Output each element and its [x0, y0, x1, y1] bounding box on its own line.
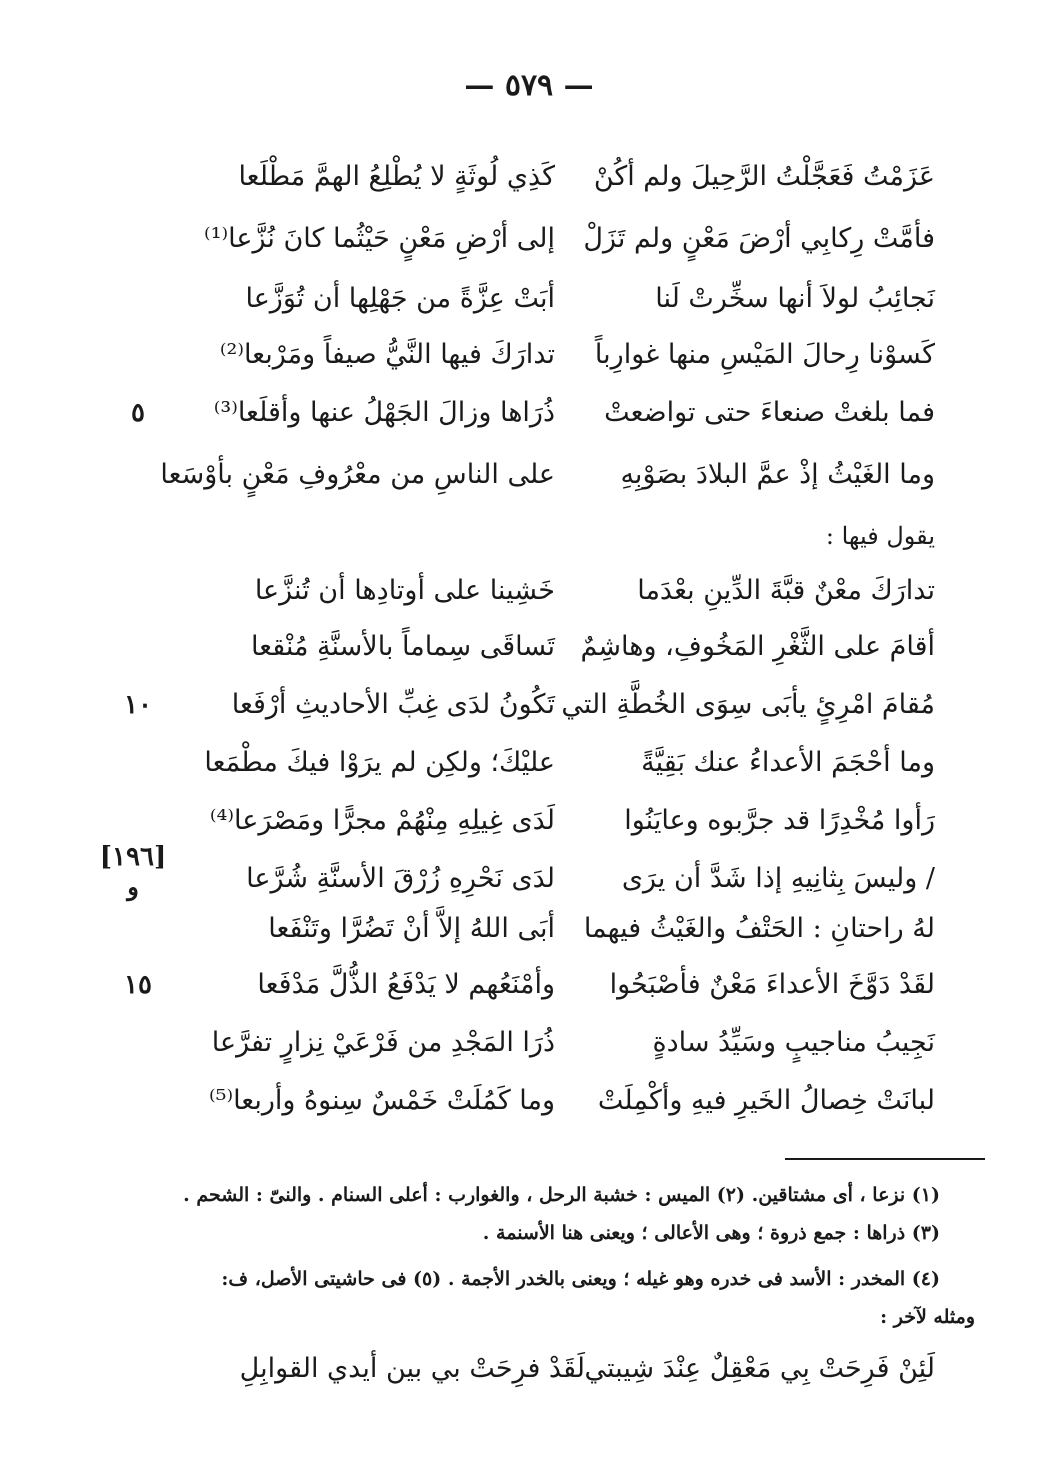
footnote-line: ومثله لآخر :: [880, 1306, 975, 1328]
verse-line: [0, 794, 1058, 848]
folio-number: [١٩٦]: [99, 842, 167, 872]
verse-second-hemistich: لَدَى غِيلِهِ مِنْهُمْ مجرًّا ومَصْرَعا⁽⁴⁾: [209, 805, 555, 836]
verse-line: [0, 678, 1058, 732]
verse-first-hemistich: رَأوا مُخْدِرًا قد جرَّبوه وعايَنُوا: [624, 805, 935, 836]
verse-second-hemistich: وما كَمُلَتْ خَمْسٌ سِنوهُ وأربعا⁽⁵⁾: [208, 1085, 555, 1116]
verse-first-hemistich: أقامَ على الثَّغْرِ المَخُوفِ، وهاشِمٌ: [580, 631, 935, 662]
verse-line: [0, 620, 1058, 674]
folio-marker: [88, 842, 178, 902]
verse-second-hemistich: عليْكَ؛ ولكِن لم يرَوْا فيكَ مطْمَعا: [204, 747, 555, 778]
verse-line: [0, 328, 1058, 382]
verse-second-hemistich: ذُرَا المَجْدِ من فَرْعَيْ نِزارٍ تفرَّعا: [211, 1027, 555, 1058]
footnote-line: (١) نزعا ، أى مشتاقين. (٢) الميس : خشبة الرحل ، والغوارب : أعلى السنام . والنىّ : الشحم .: [183, 1184, 940, 1206]
verse-line: [0, 1074, 1058, 1128]
verse-second-hemistich: أبَتْ عِزَّةً من جَهْلِها أن تُوَزَّعا: [245, 283, 555, 314]
verse-second-hemistich: على الناسِ من معْرُوفِ مَعْنٍ بأوْسَعا: [160, 459, 555, 490]
footnote-line: (٤) المخدر : الأسد فى خدره وهو غيله ؛ ويعنى بالخدر الأجمة . (٥) فى حاشيتى الأصل، ف:: [221, 1268, 940, 1290]
verse-second-hemistich: أبَى اللهُ إلاَّ أنْ تَضُرَّا وتَنْفَعا: [268, 913, 555, 944]
verse-second-hemistich: لَقَدْ فرِحَتْ بي بين أيدي القوابِلِ: [239, 1353, 585, 1384]
verse-first-hemistich: لَئِنْ فَرِحَتْ بِي مَعْقِلٌ عِنْدَ شِيبتي: [584, 1353, 935, 1384]
verse-second-hemistich: لدَى نَحْرِهِ زُرْقَ الأسنَّةِ شُرَّعا: [246, 863, 555, 894]
verse-first-hemistich: لبانَتْ خِصالُ الخَيرِ فيهِ وأكْمِلَتْ: [597, 1085, 935, 1116]
verse-line: [0, 386, 1058, 440]
verse-first-hemistich: تدارَكَ معْنٌ قبَّةَ الدِّينِ بعْدَما: [637, 575, 935, 606]
verse-first-hemistich: فأمَّتْ رِكابِي أرْضَ مَعْنٍ ولم تَزَلْ: [583, 223, 935, 254]
line-number: ١٠: [124, 690, 152, 720]
verse-line: [0, 212, 1058, 266]
verse-first-hemistich: وما الغَيْثُ إذْ عمَّ البلادَ بصَوْبِهِ: [620, 459, 935, 490]
verse-second-hemistich: خَشِينا على أوتادِها أن تُنزَّعا: [254, 575, 555, 606]
verse-first-hemistich: نَجِيبُ مناجيبٍ وسَيِّدُ سادةٍ: [652, 1027, 935, 1058]
verse-line: [0, 958, 1058, 1012]
verse-second-hemistich: إلى أرْضِ مَعْنٍ حَيْثُما كانَ نُزَّعا⁽¹⁾: [204, 223, 555, 254]
verse-first-hemistich: فما بلغتْ صنعاءَ حتى تواضعتْ: [604, 397, 935, 428]
line-number: ١٥: [124, 970, 152, 1000]
verse-line: [0, 736, 1058, 790]
verse-first-hemistich: مُقامَ امْرِئٍ يأبَى سِوَى الخُطَّةِ التي: [561, 689, 935, 720]
section-heading: يقول فيها :: [825, 522, 935, 550]
verse-first-hemistich: / وليسَ بِثانِيهِ إذا شَدَّ أن يرَى: [621, 863, 935, 894]
verse-line: [0, 448, 1058, 502]
verse-second-hemistich: كَذِي لُوثَةٍ لا يُطْلِعُ الهمَّ مَطْلَعا: [238, 161, 555, 192]
verse-first-hemistich: لقَدْ دَوَّخَ الأعداءَ مَعْنٌ فأصْبَحُوا: [609, 969, 935, 1000]
verse-line: [0, 564, 1058, 618]
footnote-divider: [785, 1158, 985, 1160]
line-number: ٥: [131, 398, 145, 428]
verse-second-hemistich: وأمْنَعُهم لا يَدْفَعُ الذُّلَّ مَدْفَعا: [257, 969, 555, 1000]
verse-line: [0, 272, 1058, 326]
verse-line: [0, 150, 1058, 204]
verse-line: [0, 1016, 1058, 1070]
page-number: — ٥٧٩ —: [464, 68, 594, 103]
verse-second-hemistich: تَساقَى سِماماً بالأسنَّةِ مُنْقعا: [250, 631, 555, 662]
verse-first-hemistich: عَزَمْتُ فَعَجَّلْتُ الرَّحِيلَ ولم أكُنْ: [593, 161, 935, 192]
verse-first-hemistich: كَسوْنا رِحالَ المَيْسِ منها غوارِباً: [594, 339, 935, 370]
verse-first-hemistich: وما أحْجَمَ الأعداءُ عنك بَقِيَّةً: [641, 747, 935, 778]
folio-side: و: [127, 872, 139, 901]
verse-first-hemistich: نَجائِبُ لولاَ أنها سخِّرتْ لَنا: [655, 283, 935, 314]
verse-second-hemistich: ذُرَاها وزالَ الجَهْلُ عنها وأقلَعا⁽³⁾: [213, 397, 555, 428]
verse-second-hemistich: تدارَكَ فيها النَّيُّ صيفاً ومَرْبعا⁽²⁾: [219, 339, 555, 370]
verse-second-hemistich: تَكُونُ لدَى غِبِّ الأحاديثِ أرْفَعا: [231, 689, 555, 720]
verse-line: [0, 902, 1058, 956]
footnote-verse: [0, 1342, 1058, 1396]
verse-first-hemistich: لهُ راحتانِ : الحَتْفُ والغَيْثُ فيهما: [583, 913, 935, 944]
footnote-line: (٣) ذراها : جمع ذروة ؛ وهى الأعالى ؛ ويعنى هنا الأسنمة .: [482, 1222, 940, 1244]
